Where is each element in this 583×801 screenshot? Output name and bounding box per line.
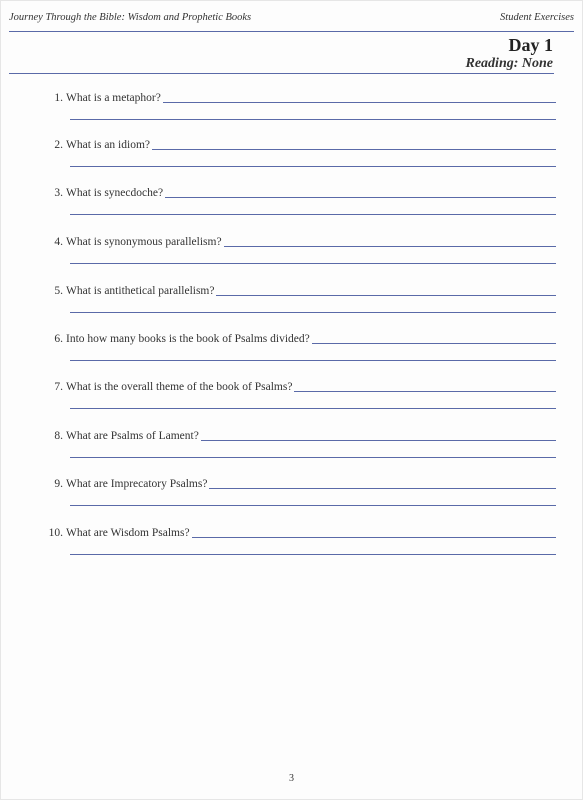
question-number: 6. [54, 333, 63, 345]
answer-line[interactable] [70, 214, 556, 215]
answer-blank[interactable] [152, 139, 556, 150]
answer-blank[interactable] [163, 92, 556, 103]
answer-line[interactable] [70, 408, 556, 409]
question-text: What are Wisdom Psalms? [66, 527, 190, 539]
question-number: 2. [54, 139, 63, 151]
question-item [41, 235, 556, 283]
question-number: 10. [48, 527, 63, 539]
answer-line[interactable] [70, 457, 556, 458]
question-item [41, 332, 556, 380]
answer-line[interactable] [70, 119, 556, 120]
question-item [41, 186, 556, 234]
question-number: 3. [54, 187, 63, 199]
answer-blank[interactable] [216, 285, 556, 296]
question-number: 4. [54, 236, 63, 248]
answer-blank[interactable] [201, 430, 556, 441]
question-item [41, 526, 556, 574]
question-text: What is synecdoche? [66, 187, 164, 199]
question-number: 7. [54, 381, 63, 393]
answer-blank[interactable] [209, 478, 556, 489]
question-text: What is a metaphor? [66, 92, 161, 104]
question-text: Into how many books is the book of Psalms divided? [66, 333, 310, 345]
answer-blank[interactable] [224, 236, 556, 247]
answer-line[interactable] [70, 360, 556, 361]
reading-assignment: Reading: None [465, 56, 553, 71]
question-item [41, 284, 556, 332]
question-text: What is an idiom? [66, 139, 150, 151]
section-label: Student Exercises [500, 12, 574, 23]
answer-blank[interactable] [312, 333, 556, 344]
answer-line[interactable] [70, 312, 556, 313]
question-text: What are Imprecatory Psalms? [66, 478, 208, 490]
question-item [41, 138, 556, 186]
question-list [1, 1, 583, 801]
day-title: Day 1 [508, 35, 553, 55]
answer-blank[interactable] [294, 381, 556, 392]
question-text: What are Psalms of Lament? [66, 430, 199, 442]
question-item [41, 477, 556, 525]
answer-line[interactable] [70, 166, 556, 167]
page-number: 3 [289, 773, 294, 784]
question-item [41, 380, 556, 428]
question-number: 8. [54, 430, 63, 442]
answer-line[interactable] [70, 263, 556, 264]
question-item [41, 429, 556, 477]
answer-line[interactable] [70, 554, 556, 555]
answer-blank[interactable] [165, 187, 556, 198]
question-item [41, 91, 556, 139]
question-text: What is the overall theme of the book of Psalms? [66, 381, 293, 393]
answer-line[interactable] [70, 505, 556, 506]
question-text: What is synonymous parallelism? [66, 236, 222, 248]
question-number: 9. [54, 478, 63, 490]
question-text: What is antithetical parallelism? [66, 285, 215, 297]
answer-blank[interactable] [192, 527, 556, 538]
question-number: 5. [54, 285, 63, 297]
book-title: Journey Through the Bible: Wisdom and Prophetic Books [9, 12, 252, 23]
question-number: 1. [54, 92, 63, 104]
